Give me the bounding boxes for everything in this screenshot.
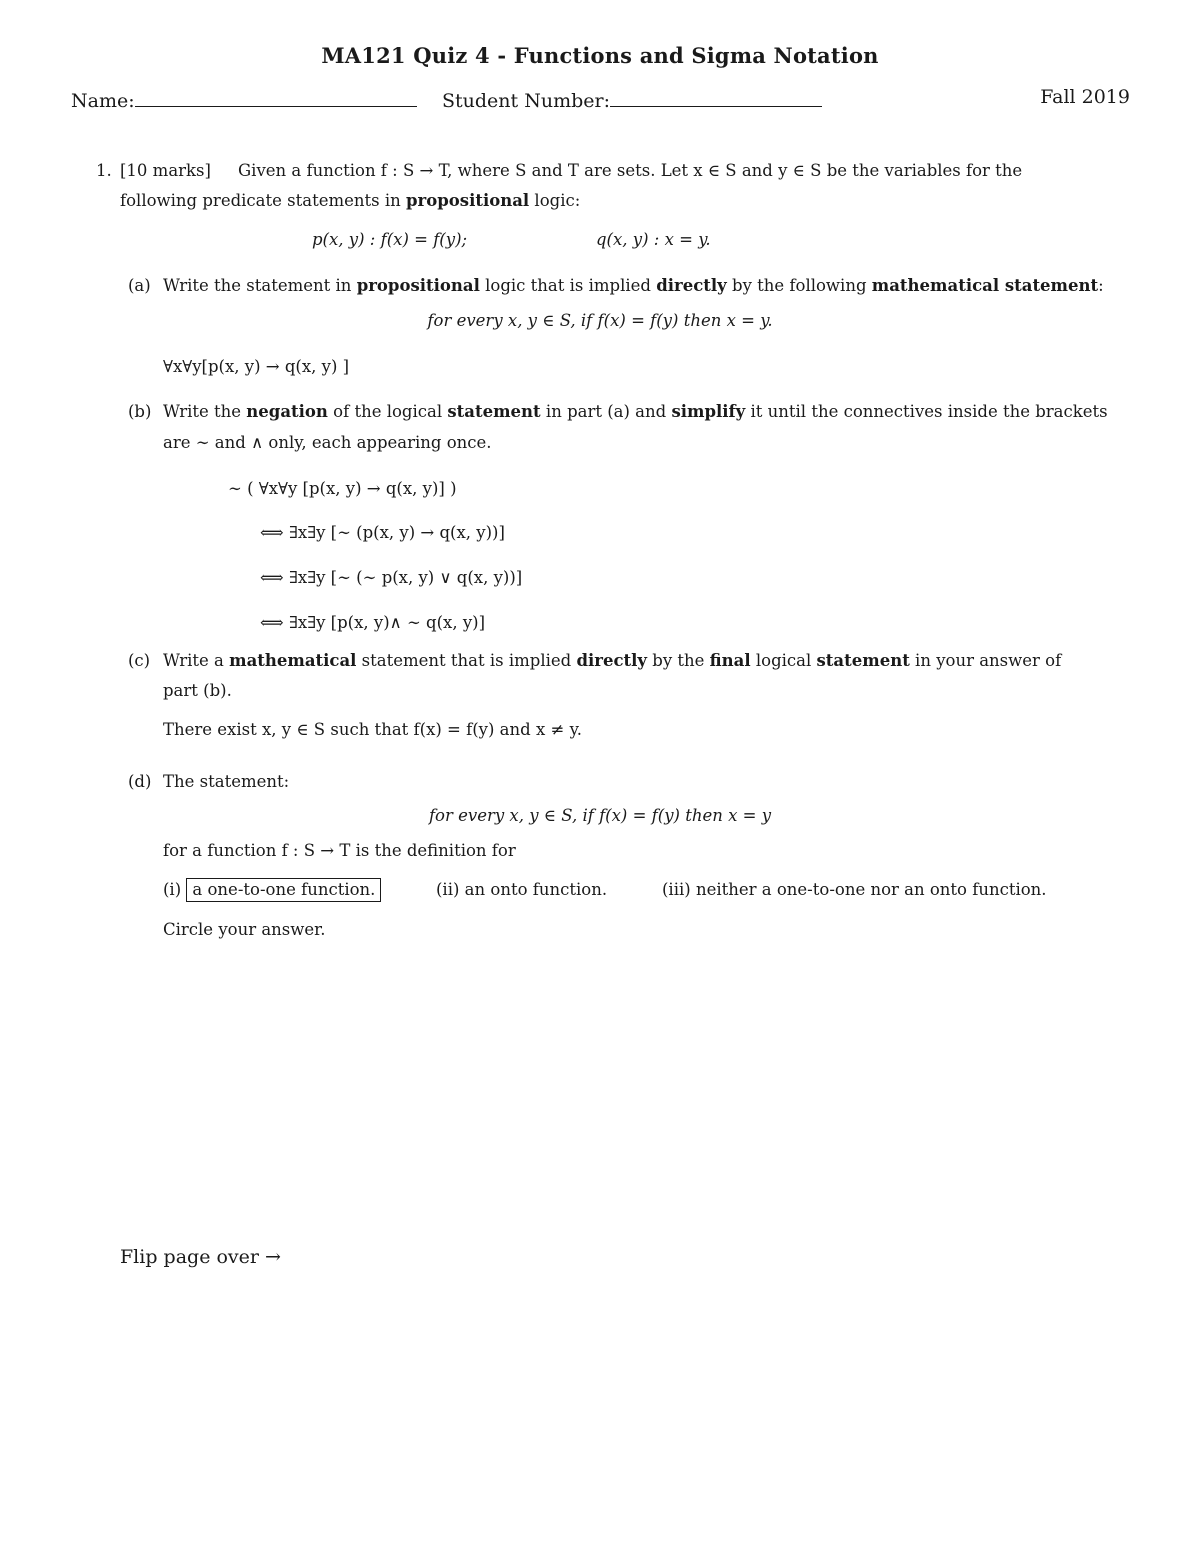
part-c-label: (c) [128, 651, 151, 670]
part-c-answer: There exist x, y ∈ S such that f(x) = f(y) and x ≠ y. [163, 720, 582, 739]
student-number-blank [610, 86, 822, 107]
name-label: Name: [71, 90, 135, 112]
part-b-step-1: ∼ ( ∀x∀y [p(x, y) → q(x, y)] ) [228, 479, 457, 498]
part-b-step-4: ⟺ ∃x∃y [p(x, y)∧ ∼ q(x, y)] [260, 613, 486, 632]
part-c-prompt-line2: part (b). [163, 681, 232, 700]
part-d-intro: The statement: [163, 772, 290, 791]
student-number-field [442, 86, 822, 112]
part-b-label: (b) [128, 402, 152, 421]
part-b-step-2: ⟺ ∃x∃y [∼ (p(x, y) → q(x, y))] [260, 523, 505, 542]
part-a-label: (a) [128, 276, 151, 295]
question-marks: [10 marks] [120, 161, 211, 180]
part-d-option-i [163, 880, 381, 899]
question-intro-line1: Given a function f : S → T, where S and T are sets. Let x ∈ S and y ∈ S be the variables for the [238, 161, 1023, 180]
part-d-follow: for a function f : S → T is the definition for [163, 841, 516, 860]
part-a-statement: for every x, y ∈ S, if f(x) = f(y) then x = y. [427, 311, 773, 330]
predicate-q: q(x, y) : x = y. [596, 230, 711, 249]
predicate-p: p(x, y) : f(x) = f(y); [312, 230, 468, 249]
part-b-prompt-line1: Write the negation of the logical statement in part (a) and simplify it until the connectives inside the brackets [163, 402, 1108, 421]
part-b-prompt-line2: are ∼ and ∧ only, each appearing once. [163, 433, 492, 452]
name-blank [135, 86, 417, 107]
option-i-label: (i) [163, 880, 182, 899]
part-a-prompt: Write the statement in propositional logic that is implied directly by the following mathematical statement: [163, 276, 1104, 295]
term-label: Fall 2019 [1040, 86, 1130, 108]
student-number-label: Student Number: [442, 90, 610, 112]
part-b-step-3: ⟺ ∃x∃y [∼ (∼ p(x, y) ∨ q(x, y))] [260, 568, 523, 587]
part-d-label: (d) [128, 772, 152, 791]
part-d-statement: for every x, y ∈ S, if f(x) = f(y) then x = y [428, 806, 772, 825]
part-c-prompt-line1: Write a mathematical statement that is implied directly by the final logical statement in your answer of [163, 651, 1062, 670]
name-field [71, 86, 417, 112]
question-intro-line2: following predicate statements in propositional logic: [120, 191, 581, 210]
part-d-instruction: Circle your answer. [163, 920, 326, 939]
part-a-answer: ∀x∀y[p(x, y) → q(x, y) ] [163, 357, 350, 376]
page-title: MA121 Quiz 4 - Functions and Sigma Notation [321, 43, 879, 68]
part-d-option-iii: (iii) neither a one-to-one nor an onto function. [662, 880, 1047, 899]
part-d-option-ii: (ii) an onto function. [436, 880, 608, 899]
question-number: 1. [96, 161, 112, 180]
flip-page-note: Flip page over → [120, 1246, 281, 1268]
option-i-selected-box: a one-to-one function. [186, 878, 381, 902]
